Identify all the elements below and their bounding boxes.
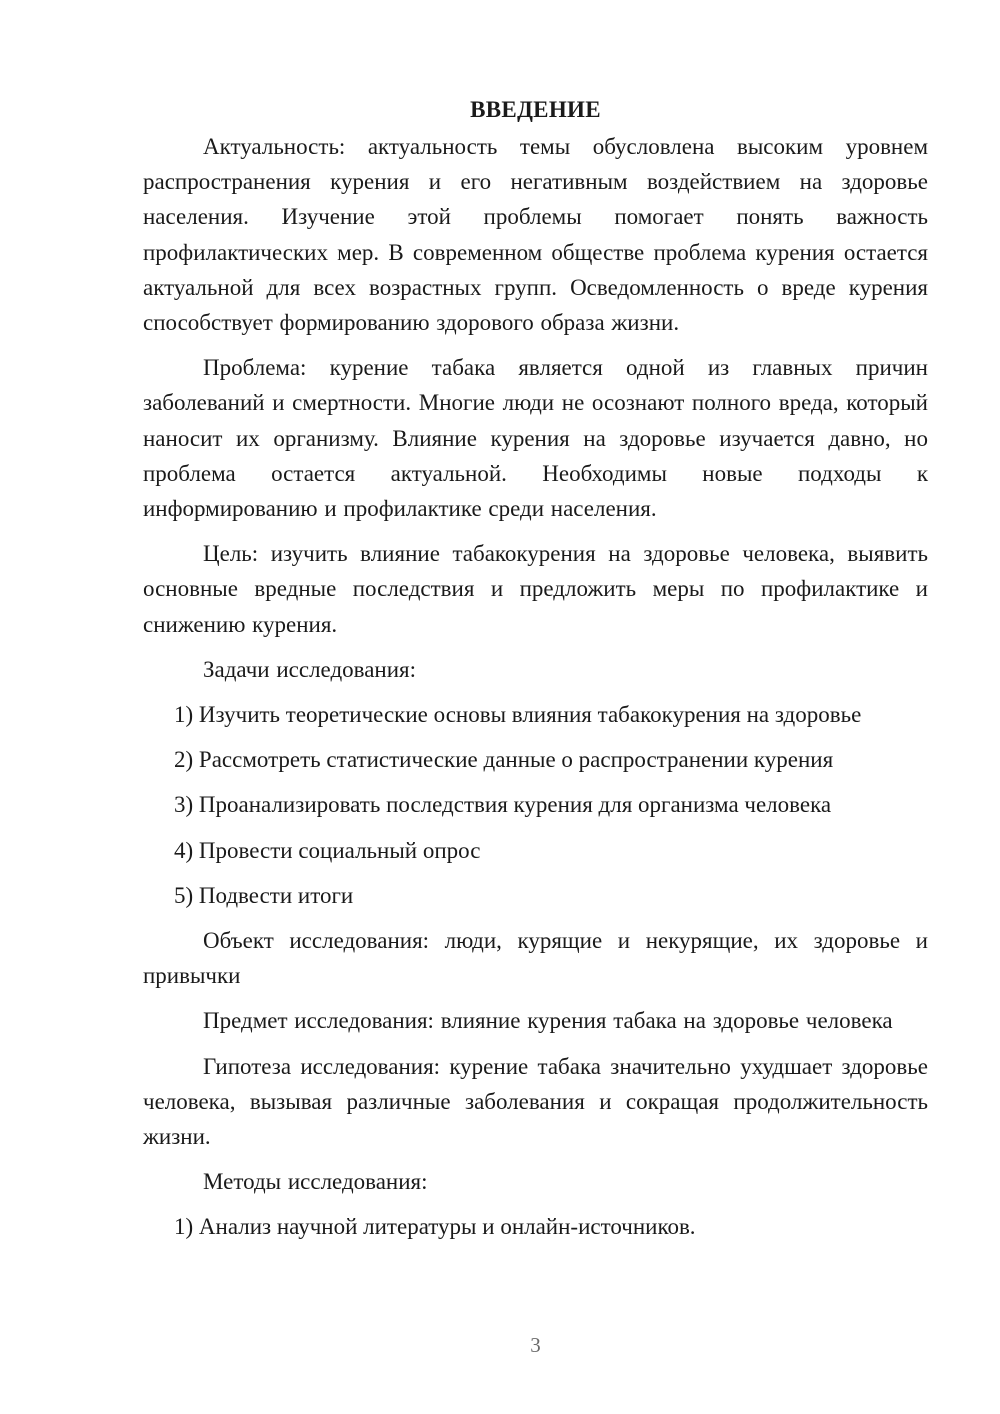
task-item: 3) Проанализировать последствия курения для организма человека — [174, 792, 832, 818]
page-number: 3 — [530, 1333, 541, 1357]
task-item: 1) Изучить теоретические основы влияния табакокурения на здоровье — [174, 702, 862, 728]
task-item: 5) Подвести итоги — [174, 882, 354, 908]
method-item: 1) Анализ научной литературы и онлайн-источников. — [174, 1214, 696, 1240]
subject-paragraph: Предмет исследования: влияние курения табака на здоровье человека — [203, 1008, 893, 1034]
task-item: 4) Провести социальный опрос — [174, 837, 481, 863]
object-paragraph: Объект исследования: люди, курящие и некурящие, их здоровье и привычки — [143, 928, 928, 989]
task-item: 2) Рассмотреть статистические данные о распространении курения — [174, 747, 834, 773]
problem-paragraph: Проблема: курение табака является одной из главных причин заболеваний и смертности. Многие люди не осознают полного вреда, который наносит их организму. Влияние курения на здоровье изучается давно, но проблема остается актуальной. Необходимы новые подходы к информированию и профилактике среди населения. — [143, 355, 928, 522]
section-title: ВВЕДЕНИЕ — [470, 97, 601, 122]
document-body — [143, 92, 928, 1255]
methods-heading: Методы исследования: — [203, 1169, 428, 1195]
relevance-paragraph: Актуальность: актуальность темы обусловлена высоким уровнем распространения курения и его негативным воздействием на здоровье населения. Изучение этой проблемы помогает понять важность профилактических мер. В современном обществе проблема курения остается актуальной для всех возрастных групп. Осведомленность о вреде курения способствует формированию здорового образа жизни. — [143, 134, 928, 336]
tasks-heading: Задачи исследования: — [203, 656, 417, 682]
hypothesis-paragraph: Гипотеза исследования: курение табака значительно ухудшает здоровье человека, вызывая различные заболевания и сокращая продолжительность жизни. — [143, 1053, 928, 1150]
goal-paragraph: Цель: изучить влияние табакокурения на здоровье человека, выявить основные вредные последствия и предложить меры по профилактике и снижению курения. — [143, 541, 928, 637]
